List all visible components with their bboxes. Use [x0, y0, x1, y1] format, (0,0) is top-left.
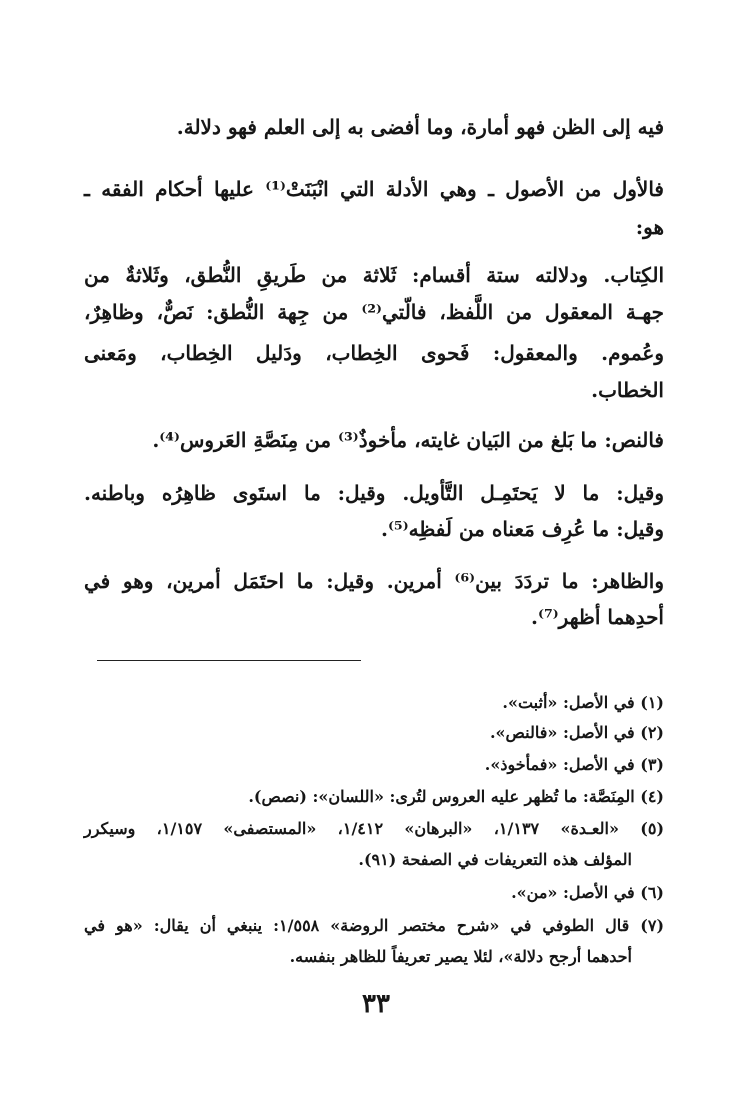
body-line-3: هو: — [635, 215, 664, 239]
footnote-divider — [97, 660, 361, 661]
footnote-1: (١) في الأصل: «أثبت». — [502, 693, 664, 712]
body-line-12: أحدِهما أظهر⁽⁷⁾. — [531, 605, 664, 629]
body-line-2: فالأول من الأصول ـ وهي الأدلة التي انْبَنَتْ⁽¹⁾ عليها أحكام الفقه ـ — [84, 177, 664, 201]
footnote-5: (٥) «العـدة» ١/١٣٧، «البرهان» ١/٤١٢، «المستصفى» ١/١٥٧، وسيكرر — [84, 819, 665, 838]
body-line-4 — [84, 260, 664, 290]
term-kitab: الكِتاب — [610, 263, 664, 287]
footnote-7: (٧) قال الطوفي في «شرح مختصر الروضة» ١/٥٥٨: ينبغي أن يقال: «هو في — [84, 916, 665, 935]
footnote-3: (٣) في الأصل: «فمأخوذ». — [484, 755, 664, 774]
footnote-5-continued: المؤلف هذه التعريفات في الصفحة (٩١). — [358, 850, 632, 869]
footnote-7-continued: أحدهما أرجح دلالة»، لئلا يصير تعريفاً للظاهر بنفسه. — [289, 947, 632, 966]
body-line-4-text: . ودلالته ستة أقسام: ثَلاثة من طَريقِ النُّطق، وثَلاثةٌ من — [84, 263, 611, 287]
body-line-10: وقيل: ما عُرِف مَعناه من لَفظِه⁽⁵⁾. — [381, 517, 664, 541]
page-number: ٣٣ — [362, 989, 390, 1019]
body-line-7: الخطاب. — [591, 378, 664, 402]
footnote-4: (٤) المِنَصَّة: ما تُظهر عليه العروس لتُرى: «اللسان»: (نصص). — [248, 787, 664, 806]
body-line-11: والظاهر: ما تردَدَ بين⁽⁶⁾ أمرين. وقيل: ما احتَمَل أمرين، وهو في — [84, 569, 665, 593]
footnote-2: (٢) في الأصل: «فالنص». — [489, 723, 664, 742]
footnote-6: (٦) في الأصل: «من». — [511, 883, 664, 902]
body-line-1: فيه إلى الظن فهو أمارة، وما أفضى به إلى العلم فهو دلالة. — [176, 115, 664, 139]
body-line-5: جهـة المعقول من اللَّفظ، فالّتي⁽²⁾ من جِهة النُّطق: نَصٌّ، وظاهِرٌ، — [84, 300, 664, 324]
body-line-9: وقيل: ما لا يَحتَمِـل التَّأويل. وقيل: ما استَوى ظاهِرُه وباطنه. — [84, 481, 664, 505]
body-line-8: فالنص: ما بَلغ من البَيان غايته، مأخوذٌ⁽³⁾ من مِنَصَّةِ العَروس⁽⁴⁾. — [152, 428, 664, 452]
body-line-6: وعُموم. والمعقول: فَحوى الخِطاب، ودَليل الخِطاب، ومَعنى — [84, 341, 664, 365]
